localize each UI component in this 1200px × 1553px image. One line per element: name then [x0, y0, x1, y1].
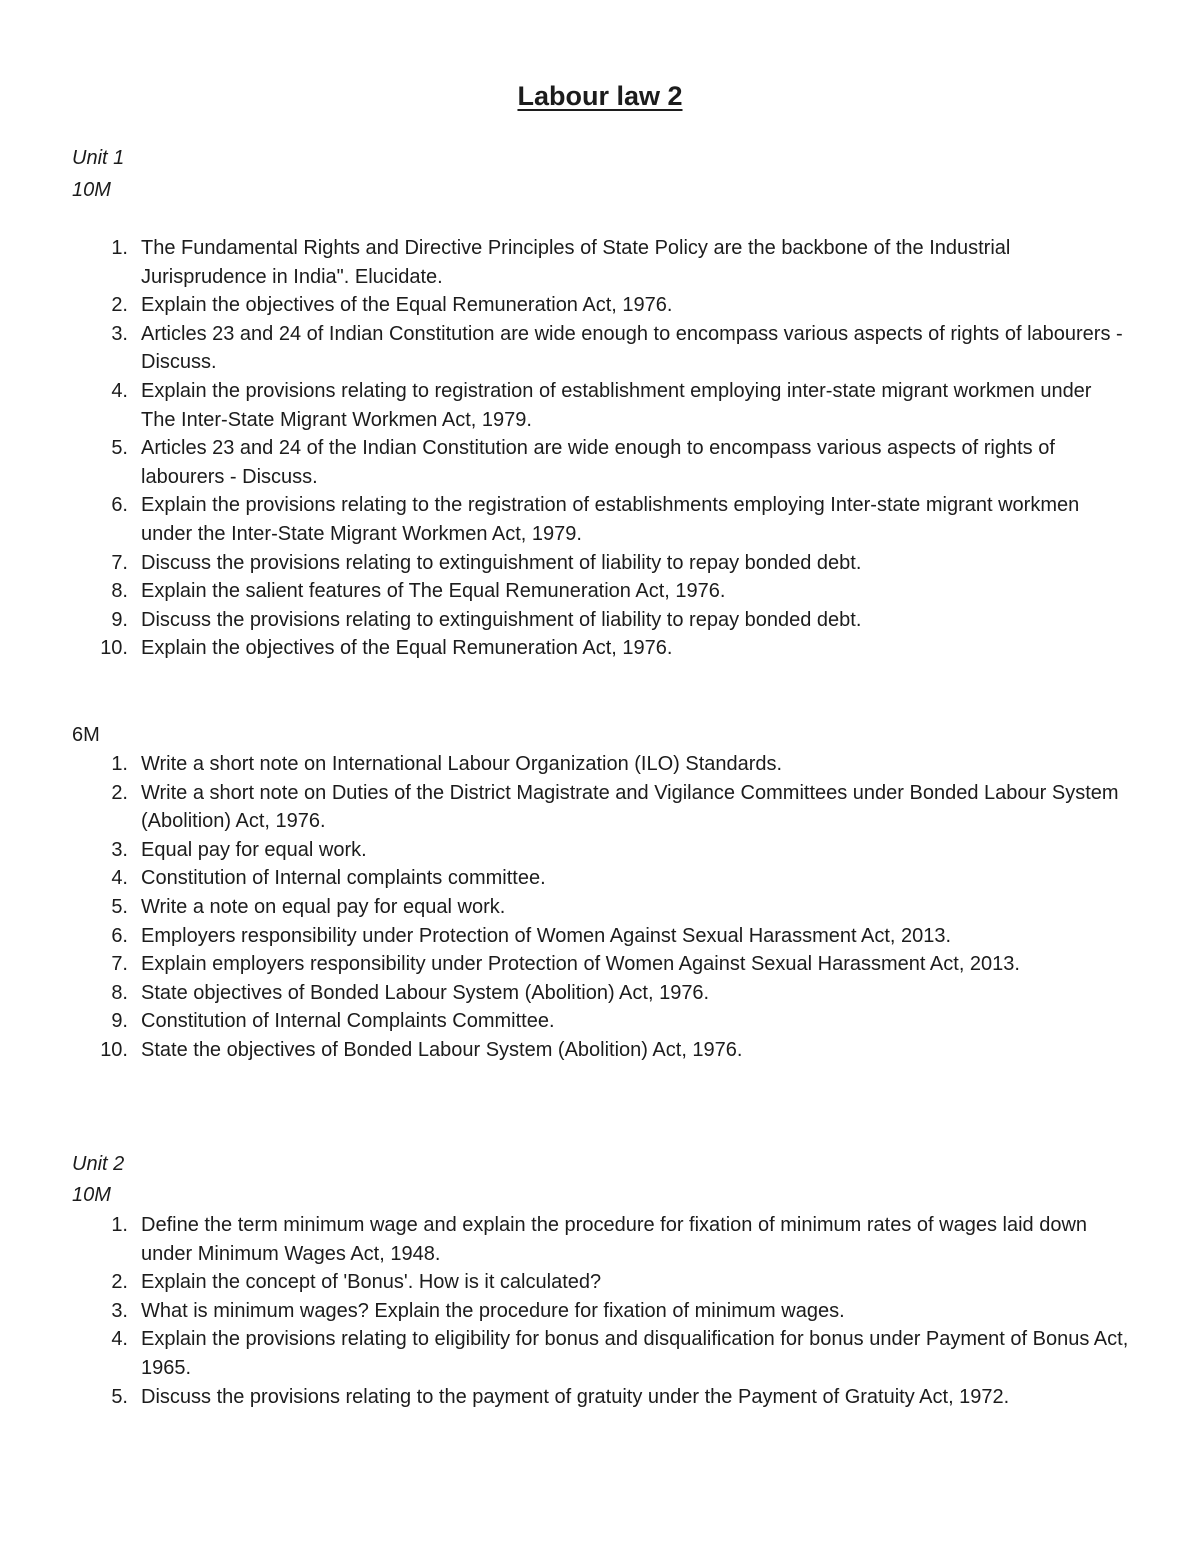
list-number: 7. — [111, 953, 128, 976]
list-item — [0, 1297, 1131, 1326]
unit1-6m-label: 6M — [72, 724, 100, 746]
list-number: 6. — [111, 924, 128, 947]
list-number: 7. — [111, 551, 128, 574]
list-text: The Fundamental Rights and Directive Principles of State Policy are the backbone of the Industrial Jurisprudence in India". Elucidate. — [141, 237, 1011, 288]
list-text: Explain the objectives of the Equal Remuneration Act, 1976. — [141, 294, 673, 317]
list-number: 4. — [111, 1328, 128, 1351]
list-item — [0, 377, 1131, 434]
list-number: 10. — [100, 637, 128, 660]
list-number: 3. — [111, 322, 128, 345]
list-item — [0, 491, 1131, 548]
list-item — [0, 606, 1131, 635]
list-item — [0, 950, 1131, 979]
list-number: 8. — [111, 981, 128, 1004]
list-number: 1. — [111, 1214, 128, 1236]
list-text: Explain the provisions relating to eligibility for bonus and disqualification for bonus under Payment of Bonus Act, 1965. — [141, 1328, 1129, 1379]
list-text: Discuss the provisions relating to the payment of gratuity under the Payment of Gratuity Act, 1972. — [141, 1385, 1010, 1408]
list-number: 2. — [111, 781, 128, 804]
list-item — [0, 750, 1131, 779]
list-text: Articles 23 and 24 of the Indian Constitution are wide enough to encompass various aspects of rights of labourers - Discuss. — [141, 437, 1055, 488]
list-text: Constitution of Internal complaints committee. — [141, 867, 546, 890]
list-item — [0, 1325, 1131, 1382]
list-text: Define the term minimum wage and explain the procedure for fixation of minimum rates of wages laid down under Minimum Wages Act, 1948. — [141, 1214, 1088, 1265]
list-number: 1. — [111, 237, 128, 259]
list-item — [0, 1383, 1131, 1412]
list-number: 5. — [111, 895, 128, 918]
list-item — [0, 1007, 1131, 1036]
list-number: 1. — [111, 753, 128, 775]
list-text: State objectives of Bonded Labour System (Abolition) Act, 1976. — [141, 981, 710, 1004]
list-number: 9. — [111, 608, 128, 631]
list-item — [0, 434, 1131, 491]
list-item — [0, 549, 1131, 578]
list-item — [0, 291, 1131, 320]
list-text: Explain the concept of 'Bonus'. How is it calculated? — [141, 1271, 602, 1294]
list-text: Discuss the provisions relating to extinguishment of liability to repay bonded debt. — [141, 608, 862, 631]
unit2-heading: Unit 2 — [72, 1153, 125, 1175]
list-text: Write a note on equal pay for equal work. — [141, 895, 506, 918]
list-item — [0, 1211, 1131, 1268]
list-item — [0, 1036, 1131, 1065]
list-text: What is minimum wages? Explain the procedure for fixation of minimum wages. — [141, 1299, 845, 1322]
list-item — [0, 234, 1131, 291]
unit1-10m-list — [0, 234, 1200, 663]
list-text: Write a short note on International Labour Organization (ILO) Standards. — [141, 753, 783, 775]
list-number: 4. — [111, 379, 128, 402]
list-item — [0, 779, 1131, 836]
list-number: 4. — [111, 867, 128, 890]
list-number: 8. — [111, 580, 128, 603]
list-item — [0, 634, 1131, 663]
list-text: Employers responsibility under Protection of Women Against Sexual Harassment Act, 2013. — [141, 924, 952, 947]
list-item — [0, 320, 1131, 377]
list-number: 2. — [111, 294, 128, 317]
list-number: 9. — [111, 1010, 128, 1033]
unit1-6m-list — [0, 750, 1200, 1065]
list-item — [0, 1268, 1131, 1297]
list-text: Explain employers responsibility under Protection of Women Against Sexual Harassment Act, 2013. — [141, 953, 1020, 976]
list-text: Write a short note on Duties of the District Magistrate and Vigilance Committees under Bonded Labour System (Abolition) Act, 1976. — [141, 781, 1119, 833]
list-text: Articles 23 and 24 of Indian Constitution are wide enough to encompass various aspects of rights of labourers - Discuss. — [141, 322, 1123, 374]
list-text: Explain the objectives of the Equal Remuneration Act, 1976. — [141, 637, 673, 660]
unit1-10m-label: 10M — [72, 179, 111, 201]
list-text: State the objectives of Bonded Labour System (Abolition) Act, 1976. — [141, 1038, 743, 1061]
list-item — [0, 893, 1131, 922]
list-number: 3. — [111, 1299, 128, 1322]
unit2-10m-label: 10M — [72, 1184, 111, 1206]
list-number: 5. — [111, 1385, 128, 1408]
unit2-10m-list — [0, 1211, 1200, 1411]
page-title: Labour law 2 — [517, 81, 683, 111]
list-item — [0, 979, 1131, 1008]
list-item — [0, 922, 1131, 951]
list-text: Explain the provisions relating to registration of establishment employing inter-state migrant workmen under The Inter-State Migrant Workmen Act, 1979. — [141, 379, 1092, 431]
list-item — [0, 836, 1131, 865]
unit1-heading: Unit 1 — [72, 147, 125, 169]
list-text: Explain the provisions relating to the registration of establishments employing Inter-state migrant workmen under the Inter-State Migrant Workmen Act, 1979. — [141, 494, 1080, 545]
list-number: 10. — [100, 1038, 128, 1061]
list-item — [0, 864, 1131, 893]
list-text: Discuss the provisions relating to extinguishment of liability to repay bonded debt. — [141, 551, 862, 574]
list-number: 3. — [111, 838, 128, 861]
list-text: Equal pay for equal work. — [141, 838, 367, 861]
list-text: Explain the salient features of The Equal Remuneration Act, 1976. — [141, 580, 726, 603]
list-item — [0, 577, 1131, 606]
list-number: 5. — [111, 437, 128, 460]
list-text: Constitution of Internal Complaints Committee. — [141, 1010, 555, 1033]
list-number: 2. — [111, 1271, 128, 1294]
list-number: 6. — [111, 494, 128, 517]
